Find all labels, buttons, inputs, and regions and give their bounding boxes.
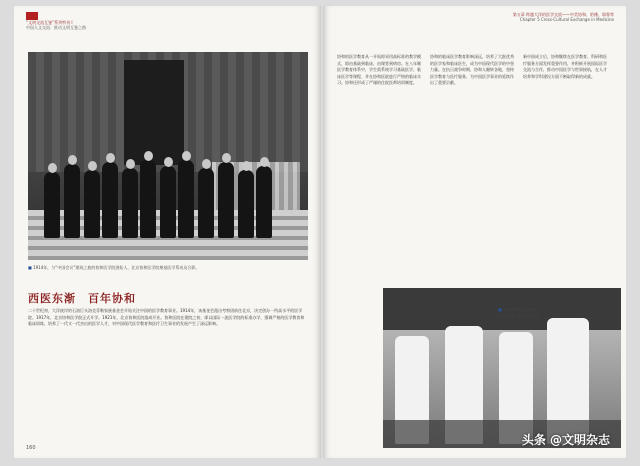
photo-crowd (36, 118, 272, 238)
right-header-line2: Chapter 5 Cross-Cultural Exchange in Medicine (519, 17, 614, 22)
platform-watermark: 头条 @文明杂志 (521, 433, 610, 447)
page-number: 160 (26, 445, 36, 451)
left-page (14, 6, 321, 458)
left-header-line1: “文明交流互鉴”系列特刊 I (26, 20, 73, 25)
right-text-column-3: 新中国成立后，协和继续在医学教育、科研和医疗服务方面发挥重要作用，并积极开展国际医学交流与合作，推动中国医学与世界接轨，在人才培养和学科建设方面不断取得新的成就。 (523, 54, 607, 79)
team-photo-caption-text: 张孝骞教授（前排左一）与医务人员一起分析病例 (498, 307, 552, 318)
right-header-line1: 第五章 跨越大洋的医学交流——中美协和、哈佛、耶鲁等 (512, 12, 614, 17)
caption-mark: ■ (498, 307, 502, 312)
caption-mark: ■ (28, 265, 32, 270)
left-body-text: 二十世纪初，大洋彼岸的石油巨头洛克菲勒家族基金会开始关注中国的医学教育事业。1914年，该基金会派出考察团前往北京，决定创办一所高水平的医学院。1917年，北京协和医学院正式开学。1921年，北京协和医院落成开业。协和医院在建院之初，即以国际一流医学院的标准办学，强调严格的医学教育和临床训练，培养了一代又一代杰出的医学人才，对中国现代医学教育和医疗卫生事业的发展产生了深远影响。 (28, 308, 305, 326)
section-title: 西医东渐 百年协和 (28, 292, 136, 305)
right-text-column-1: 协和的医学教育从一开始即采用高标准的教学模式，即由基础到临床，由课堂到病房。在八年制医学教育体系中，学生需系统学习基础医学、临床医学等课程，并在协和医院进行严格的临床实习。协和还形成了严谨的住院医师培训制度。 (337, 54, 421, 85)
header-red-block (26, 12, 38, 20)
right-text-column-2: 协和的临床医学教育影响深远，培养了大批优秀的医学家和临床医生，成为中国现代医学的中坚力量。在抗日战争时期，协和人辗转各地，坚持医学教育与医疗服务，为中国医学事业的延续作出了重要贡献。 (430, 54, 514, 85)
main-photo-caption (28, 265, 308, 271)
right-page-header (513, 12, 614, 22)
left-page-header (26, 12, 86, 30)
left-header-line2: 中国人文交流：推动文明互鉴之路 (26, 25, 86, 30)
historical-group-photo (28, 52, 308, 260)
right-page (323, 6, 626, 458)
team-photo-caption (498, 307, 552, 319)
main-photo-caption-text: 1914年，与“中国会议”建筑之旅的协和医学院创始人，北京协和医学院奠基医学系成员合影。 (33, 265, 200, 270)
